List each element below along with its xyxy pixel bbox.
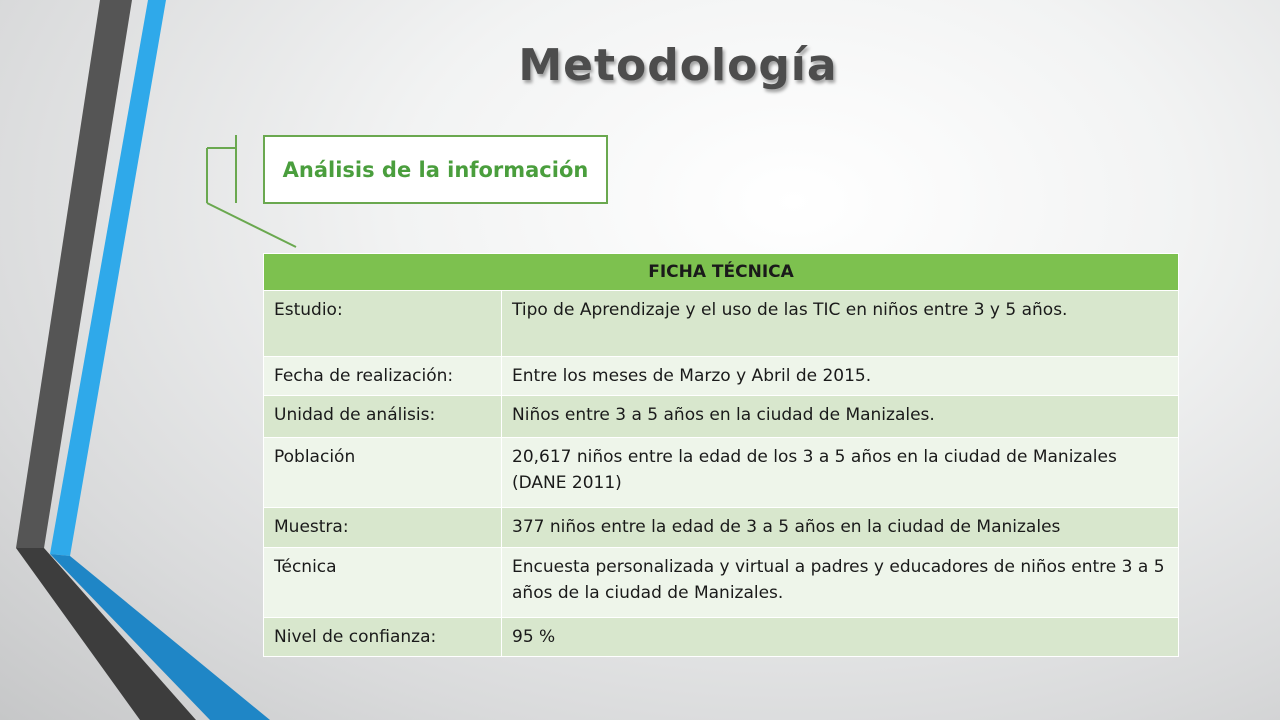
row-value: Encuesta personalizada y virtual a padres y educadores de niños entre 3 a 5 años de la ciudad de Manizales. [502, 548, 1179, 618]
row-label: Unidad de análisis: [264, 396, 502, 438]
technical-sheet-table [263, 253, 1179, 657]
table-row [264, 618, 1179, 657]
row-label: Estudio: [264, 291, 502, 357]
row-label: Fecha de realización: [264, 357, 502, 396]
table-row [264, 357, 1179, 396]
row-value: 377 niños entre la edad de 3 a 5 años en la ciudad de Manizales [502, 508, 1179, 548]
table-header: FICHA TÉCNICA [264, 254, 1179, 291]
row-label: Población [264, 438, 502, 508]
row-label: Nivel de confianza: [264, 618, 502, 657]
row-value: 95 % [502, 618, 1179, 657]
dark-diagonal-stripe [16, 548, 196, 720]
slide-title: Metodología [518, 40, 838, 91]
row-label: Muestra: [264, 508, 502, 548]
table-row [264, 438, 1179, 508]
row-value: Tipo de Aprendizaje y el uso de las TIC en niños entre 3 y 5 años. [502, 291, 1179, 357]
table-row [264, 548, 1179, 618]
row-value: 20,617 niños entre la edad de los 3 a 5 años en la ciudad de Manizales (DANE 2011) [502, 438, 1179, 508]
table-row [264, 291, 1179, 357]
section-label: Análisis de la información [282, 157, 589, 182]
section-label-box [263, 135, 608, 204]
table-row [264, 508, 1179, 548]
row-label: Técnica [264, 548, 502, 618]
row-value: Entre los meses de Marzo y Abril de 2015. [502, 357, 1179, 396]
row-value: Niños entre 3 a 5 años en la ciudad de Manizales. [502, 396, 1179, 438]
table-row [264, 396, 1179, 438]
